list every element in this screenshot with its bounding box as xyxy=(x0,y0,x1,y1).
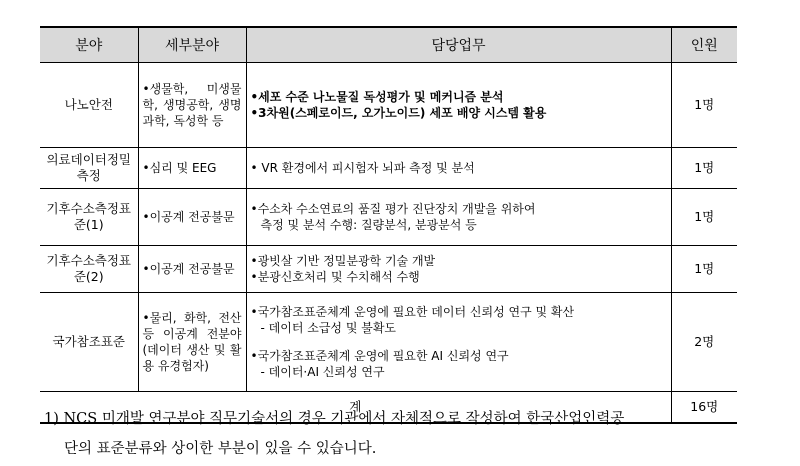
duty-line: - 데이터·AI 신뢰성 연구 xyxy=(260,365,385,379)
field-cell: 기후수소측정표준(1) xyxy=(40,189,138,246)
subfield-cell: •물리, 화학, 전산 등 이공계 전분야(데이터 생산 및 활용 유경험자) xyxy=(138,293,246,392)
count-cell: 1명 xyxy=(671,148,737,189)
duty-line: - 데이터 소급성 및 불확도 xyxy=(260,321,397,335)
duties-cell xyxy=(246,63,671,148)
count-cell: 1명 xyxy=(671,63,737,148)
recruitment-table xyxy=(40,26,737,424)
footnote-line-2: 단의 표준분류와 상이한 부분이 있을 수 있습니다. xyxy=(64,441,377,457)
duty-line: •수소차 수소연료의 품질 평가 진단장치 개발을 위하여 xyxy=(250,202,536,216)
subfield-cell: •생물학, 미생물학, 생명공학, 생명과학, 독성학 등 xyxy=(138,63,246,148)
duties-cell xyxy=(246,246,671,293)
spacer xyxy=(251,336,667,348)
field-cell: 국가참조표준 xyxy=(40,293,138,392)
field-cell: 나노안전 xyxy=(40,63,138,148)
total-label: 계 xyxy=(40,392,671,424)
field-cell: 기후수소측정표준(2) xyxy=(40,246,138,293)
header-field: 분야 xyxy=(40,27,138,63)
table-row xyxy=(40,293,737,392)
duties-cell xyxy=(246,293,671,392)
header-duties: 담당업무 xyxy=(246,27,671,63)
table-row xyxy=(40,148,737,189)
count-cell: 1명 xyxy=(671,189,737,246)
duty-line: •국가참조표준체계 운영에 필요한 AI 신뢰성 연구 xyxy=(250,349,509,363)
duty-line: •3차원(스페로이드, 오가노이드) 세포 배양 시스템 활용 xyxy=(250,106,547,120)
subfield-cell: •이공계 전공불문 xyxy=(138,246,246,293)
footnote-line-1: 1) NCS 미개발 연구분야 직무기술서의 경우 기관에서 자체적으로 작성하여 한국산업인력공 xyxy=(44,411,625,427)
subfield-cell: •이공계 전공불문 xyxy=(138,189,246,246)
duty-line: •광빗살 기반 정밀분광학 기술 개발 xyxy=(250,254,436,268)
duty-line: •국가참조표준체계 운영에 필요한 데이터 신뢰성 연구 및 확산 xyxy=(250,305,575,319)
field-cell: 의료데이터정밀측정 xyxy=(40,148,138,189)
table-header-row xyxy=(40,27,737,63)
header-count: 인원 xyxy=(671,27,737,63)
duties-cell xyxy=(246,189,671,246)
table-row xyxy=(40,189,737,246)
duty-line: •분광신호처리 및 수치해석 수행 xyxy=(250,270,420,284)
count-cell: 1명 xyxy=(671,246,737,293)
count-cell: 2명 xyxy=(671,293,737,392)
duty-line: 측정 및 분석 수행: 질량분석, 분광분석 등 xyxy=(260,218,477,232)
duties-cell xyxy=(246,148,671,189)
footnote xyxy=(44,404,744,464)
header-subfield: 세부분야 xyxy=(138,27,246,63)
subfield-cell: •심리 및 EEG xyxy=(138,148,246,189)
table-row xyxy=(40,246,737,293)
table-row xyxy=(40,63,737,148)
total-count: 16명 xyxy=(671,392,737,424)
duty-line: • VR 환경에서 피시험자 뇌파 측정 및 분석 xyxy=(250,161,475,175)
duty-line: •세포 수준 나노물질 독성평가 및 메커니즘 분석 xyxy=(250,90,504,104)
